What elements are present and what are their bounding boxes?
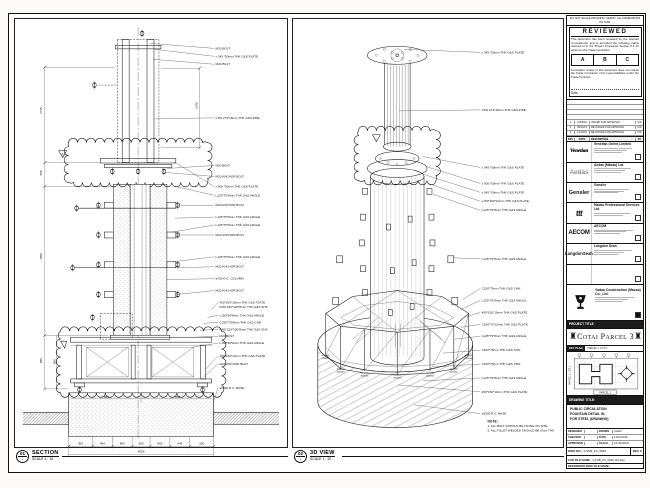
callout-label: ø2500 R.C. BASE — [219, 385, 245, 390]
iso-title-rule — [342, 456, 564, 457]
langdonseah-logo: LangdonSeah — [567, 244, 592, 263]
callout-label: L125*75*8mm THK G&S ANGLE — [215, 254, 261, 259]
consultant-name: Macau Professional Services Ltd. — [594, 203, 640, 212]
status-a: A — [572, 55, 594, 65]
consultant-name: Langdon Seah — [594, 244, 617, 249]
callout-label: x 345 *50mm THK G&S PLATE — [481, 50, 525, 55]
dwg-number-row: DWG NO : 3-SUB_FS_0049 REV C — [567, 448, 643, 457]
iso-drawing — [293, 19, 563, 447]
callout-leader — [155, 118, 214, 119]
contractor-goblet-logo — [567, 285, 593, 320]
title-block — [566, 15, 644, 469]
consultant-block-gensler — [567, 183, 643, 203]
callout-label: L125*75*8mm THK G&S ANGLE — [215, 223, 261, 228]
callout-leader — [176, 291, 214, 295]
callout-leader — [404, 49, 480, 52]
section-callouts — [150, 43, 268, 401]
section-sheet-ref: - — [21, 457, 24, 462]
callout-label: 300 — [199, 441, 205, 446]
encased-column — [110, 184, 170, 339]
callout-leader — [206, 356, 218, 369]
callout-label: 400*200*16mm THK G&S PLATE — [219, 300, 266, 305]
callout-leader — [433, 194, 480, 210]
callout-label: M20 ANCHOR BOLT — [215, 232, 245, 237]
callout-label: L125*75*8mm THK G&S ANGLE — [481, 334, 527, 339]
callout-label: L125*75*8mm THK G&S ANGLE — [215, 193, 261, 198]
gensler-logo: Gensler — [567, 183, 592, 202]
revision-row: 2 09/10/15 RE-ISSUED FOR APPROVAL CW — [567, 126, 643, 131]
callout-label: CHS 273*16mm THK G&S PIPE — [481, 107, 526, 112]
callout-label: M20 ANCHOR BOLT — [219, 362, 249, 367]
callout-label: 2. ALL FILLET WELDED SHOULD BE 6mm THK. — [487, 428, 555, 433]
section-detail-bubble — [16, 450, 29, 463]
contractor-block — [567, 285, 643, 321]
callout-label: x 500 *50mm THK G&S PLATE — [215, 184, 259, 189]
callout-leader — [173, 257, 214, 262]
callout-label: M20 ANCHOR BOLT — [215, 264, 245, 269]
key-plan-label: KEY PLAN — [569, 347, 583, 350]
callout-leader — [150, 43, 214, 48]
callout-label: M20 ANCHOR BOLT — [215, 174, 245, 179]
callout-leader — [463, 289, 480, 300]
iso-view-panel — [292, 18, 564, 448]
callout-label: 864 — [175, 394, 181, 399]
callout-label: x 500 *50mm THK G&S PLATE — [481, 181, 525, 186]
reviewed-body2: Consultant review of this document does not relieve the Trade Contractor of its responsibilities under the Trade Contract. — [571, 67, 639, 79]
key-plan — [567, 346, 643, 396]
callout-label: 4059 — [137, 449, 145, 454]
revision-row: 1 11/09/15 ISSUED FOR APPROVAL CW — [567, 120, 643, 125]
callout-leader — [453, 258, 480, 259]
cad-file-name: 3-SUB_FS_0049_R3.dwg — [592, 457, 625, 462]
iso-view-label — [294, 450, 335, 470]
project-title-banner — [567, 329, 643, 346]
consultant-block-venetian — [567, 142, 643, 162]
callout-label: 445 — [177, 441, 183, 446]
info-table: DESIGNED - DRAWN CHAN CHECKED - DATE 14/12/2015 APPROVED - SCALE AS SHOWN — [567, 429, 643, 447]
reviewed-body1: This document has been reviewed by the relevant Consultant(s) and is accorded the following status referred to in the Project Procedure Section 5.4 for action by the Trade Contractor. — [571, 37, 639, 53]
section-title: SECTION — [32, 450, 59, 456]
callout-label: M20 BOLT — [215, 46, 231, 51]
section-number: 01 — [19, 451, 25, 456]
callout-leader — [208, 315, 218, 317]
iso-note — [488, 420, 555, 433]
reference-row: REFERENCE DWG FILE NAME : — [568, 464, 611, 469]
callout-leader — [426, 166, 480, 183]
callout-label: NOTE: — [487, 419, 498, 424]
reviewed-date-label: Date : — [571, 89, 639, 95]
aecom-logo: AECOM — [567, 224, 592, 243]
callout-label: M20 BOLT — [219, 334, 235, 339]
status-c: C — [625, 57, 630, 64]
drawing-title-line: FOR STEEL (DRAWING) — [570, 416, 609, 421]
callout-label: CHS 273*16mm THK G&S PIPE — [215, 115, 260, 120]
callout-label: RHS 150*100*8mm THK G&S SHS — [219, 304, 268, 309]
callout-leader — [461, 324, 480, 327]
iso-scale: SCALE 1 : 20 — [310, 457, 332, 461]
empty-logo — [567, 265, 592, 284]
callout-label: 950 — [138, 441, 144, 446]
iso-number: 02 — [297, 451, 303, 456]
key-plan-drawing — [567, 352, 643, 395]
callout-leader — [165, 172, 214, 176]
pipe-cluster — [354, 46, 440, 184]
revision-table-header: REV DATE DESCRIPTION BY — [567, 137, 642, 141]
callout-label: 1240 — [194, 102, 199, 109]
consultant-block-aecom — [567, 224, 643, 244]
section-title-rule — [62, 456, 288, 457]
iso-sheet-ref: - — [299, 457, 302, 462]
consultant-name: Gensler — [594, 182, 607, 187]
consultant-block-mps — [567, 203, 643, 223]
callout-leader — [214, 388, 218, 402]
callout-leader — [461, 301, 480, 310]
callout-label: C150*75*10mm THK G&S PLATE — [481, 322, 528, 327]
iso-title: 3D VIEW — [310, 450, 335, 456]
contractor-checkbox — [635, 312, 641, 318]
consultant-block-empty — [567, 265, 643, 285]
callout-label: 800 — [119, 441, 125, 446]
callout-label: 450*100*10mm THK G&S PLATE — [219, 354, 266, 359]
callout-leader — [167, 165, 214, 168]
callout-leader — [173, 225, 214, 232]
callout-label: 450*150*10mm THK G&S PLATE — [481, 310, 528, 315]
callout-label: L125*75*8mm THK G&S ANGLE — [215, 215, 261, 220]
base-frame — [56, 327, 226, 397]
callout-label: 864 — [103, 394, 109, 399]
consultant-checkbox — [635, 215, 641, 221]
callout-label: L150*150*10mm THK G&S PLATE — [481, 199, 529, 204]
project-title-bar: PROJECT TITLE — [567, 321, 643, 329]
drawing-title-label: DRAWING TITLE: — [567, 396, 643, 405]
callout-leader — [424, 174, 480, 192]
callout-label: C150*75mm THK G&S CHN — [481, 362, 521, 367]
venetian-logo: Venetian — [567, 142, 592, 161]
drawing-title-block — [567, 396, 643, 429]
drawing-title-line: PUBLIC CIRCULATION — [570, 407, 607, 412]
consultant-block-langdonseah — [567, 244, 643, 264]
consultant-checkbox — [635, 256, 641, 262]
callout-leader — [175, 186, 214, 195]
callout-label: M20 ANCHOR BOLT — [215, 288, 245, 293]
tower-icon: ♜ — [569, 331, 578, 342]
callout-leader — [155, 49, 214, 56]
callout-label: L125*75*8mm THK G&S ANGLE — [481, 208, 527, 213]
callout-label: x 345 *50mm THK G&S PLATE — [481, 165, 525, 170]
contractor-name: Yadao Construction (Macau) Co., Ltd. — [595, 287, 641, 296]
foundation — [23, 393, 279, 437]
callout-leader — [153, 59, 214, 64]
aedas-logo: Aedas — [567, 163, 592, 182]
callout-label: C150*75*8mm THK G&S CHN — [219, 320, 262, 325]
callout-label: RHS 150*100*8mm THK G&S SHS — [219, 327, 268, 332]
callout-label: 800 — [52, 359, 57, 365]
callout-label: 1950 — [38, 253, 43, 260]
callout-label: ø750 R.C. COLUMN — [215, 276, 244, 281]
callout-leader — [174, 162, 214, 187]
callout-label: L150*90*8mm THK G&S ANGLE — [219, 313, 265, 318]
consultant-checkbox — [635, 174, 641, 180]
do-not-scale-note: DO NOT SCALE DRAWING. VERIFY ALL DIMENSIONS ON SITE. — [567, 16, 643, 26]
callout-label: M20 ANCHOR BOLT — [215, 203, 245, 208]
callout-label: L125*75*8mm THK G&S ANGLE — [481, 375, 527, 380]
revision-table — [567, 100, 643, 143]
consultant-block-aedas — [567, 163, 643, 183]
reviewed-title: REVIEWED — [571, 29, 639, 37]
callout-label: L150*90*8mm THK G&S ANGLE — [219, 341, 265, 346]
callout-leader — [177, 267, 214, 268]
callout-leader — [423, 157, 480, 168]
callout-leader — [175, 217, 214, 218]
callout-label: x 345 *50mm THK G&S PLATE — [481, 190, 525, 195]
cad-file-row: CAD FILE NAME : 3-SUB_FS_0049_R3.dwg — [567, 456, 643, 464]
iso-detail-bubble — [294, 450, 307, 463]
key-plan-side-annotation: PARCEL 1, LOT 1 — [568, 365, 572, 385]
section-view-label — [16, 450, 59, 470]
key-plan-footer: PARCEL 3 — [599, 391, 611, 395]
callout-leader — [212, 302, 218, 309]
callout-label: 850 — [38, 358, 43, 364]
callout-label: A — [61, 152, 64, 157]
review-status-row — [571, 54, 639, 66]
tower-icon: ♜ — [633, 331, 643, 342]
callout-leader — [204, 322, 218, 323]
project-title-text: Cotai Parcel 3 — [577, 332, 634, 342]
consultant-checkbox — [635, 194, 641, 200]
consultant-checkbox — [635, 154, 641, 160]
ttt-logo: ttt — [567, 203, 592, 222]
callout-label: 500 — [38, 170, 43, 176]
status-b: B — [594, 55, 616, 65]
key-plan-annotation: PARCEL 1, LOT 2 — [587, 347, 607, 350]
consultant-name: Aedas (Macau) Ltd. — [594, 162, 625, 167]
callout-label: M20 BOLT — [215, 62, 231, 67]
consultant-name: Venetian Orient Limited — [594, 142, 631, 147]
callout-label: L125*75*8mm THK G&S ANGLE — [481, 256, 527, 261]
revision-badge: REV C — [630, 448, 642, 456]
callout-label: C150*75mm THK G&S CHN — [481, 348, 521, 353]
callout-leader — [428, 183, 480, 201]
callout-label: 1. ALL BOLT SHOULD BE FIXING ON SITE. — [487, 424, 549, 429]
callout-label: 1745 — [38, 107, 43, 114]
section-scale: SCALE 1 : 10 — [32, 457, 54, 461]
callout-label: M20 BOLT — [215, 163, 231, 168]
callout-label: 300 — [78, 441, 84, 446]
callout-leader — [167, 279, 214, 280]
callout-label: L125*75*8mm THK G&S ANGLE — [481, 298, 527, 303]
callout-label: x 345 *50mm THK G&S PLATE — [215, 54, 259, 59]
reviewed-stamp — [567, 26, 643, 100]
upper-shaft — [92, 30, 160, 163]
dwg-number: 3-SUB_FS_0049 — [583, 449, 607, 454]
consultant-checkbox — [635, 235, 641, 241]
callout-leader — [399, 110, 480, 111]
revision-row: 3 14/12/15 RE-ISSUED FOR APPROVAL CW — [567, 131, 643, 136]
callout-label: 464 — [99, 441, 105, 446]
callout-label: 800 — [157, 441, 163, 446]
callout-label: C150*75mm THK G&S CHN — [481, 286, 521, 291]
consultant-checkbox — [635, 276, 641, 282]
consultant-name: AECOM — [594, 223, 607, 228]
callout-label: ø2500 R.C. BASE — [481, 411, 507, 416]
drawing-title-line: FOUNTAIN DETAIL IN — [570, 412, 605, 416]
callout-label: 150*150*10mm THK G&S PLATE — [481, 389, 528, 394]
callout-leader — [200, 329, 218, 330]
